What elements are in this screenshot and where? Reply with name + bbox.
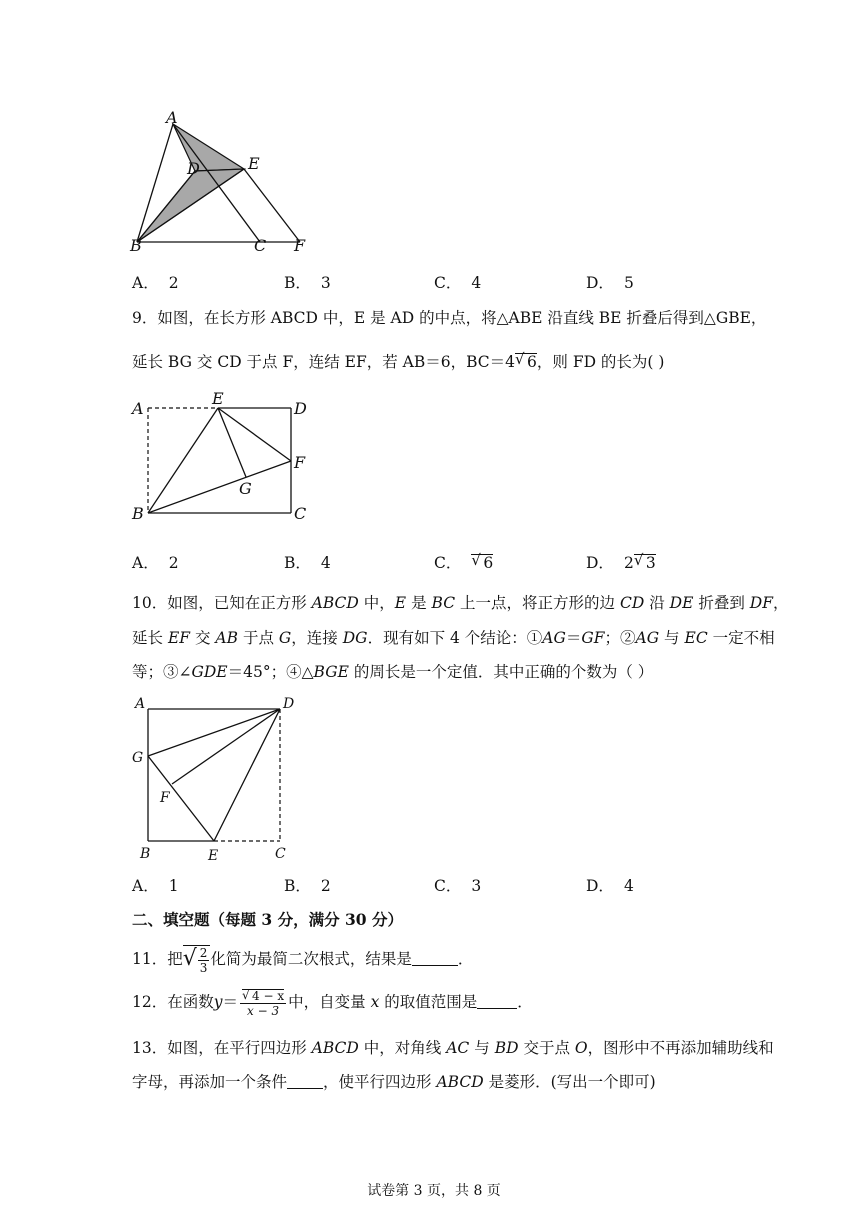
q10-option-c[interactable]: C． 3	[434, 877, 482, 895]
q8-label-d: D	[187, 159, 200, 178]
q10-edge-ge	[148, 756, 214, 841]
q10-label-e: E	[208, 848, 219, 864]
q13-answer-blank[interactable]	[287, 1088, 323, 1089]
q9-label-f: F	[294, 453, 306, 472]
q11-sqrt-fraction: √ $\frac{2}{3}$	[183, 945, 211, 975]
q8-label-b: B	[130, 236, 142, 255]
q8-label-e: E	[248, 154, 260, 173]
q9-sqrt-expression: √ 6	[515, 350, 537, 371]
q8-option-a[interactable]: A． 2	[132, 274, 179, 292]
q12-fraction: √ 4 − x x − 3	[242, 987, 285, 1018]
q8-option-d[interactable]: D． 5	[586, 274, 634, 292]
q10-label-d: D	[283, 696, 295, 712]
q9-option-b[interactable]: B． 4	[284, 554, 331, 572]
q9-label-b: B	[132, 504, 144, 523]
q9-question-line2: 延长 BG 交 CD 于点 F，连结 EF，若 AB＝6，BC＝4 √ 6，则 FD 的长为( )	[132, 350, 665, 371]
q8-label-a: A	[166, 108, 178, 127]
q8-label-f: F	[294, 236, 306, 255]
q9-label-c: C	[294, 504, 307, 523]
q9-option-a[interactable]: A． 2	[132, 554, 179, 572]
q9-option-d[interactable]: D． 2 √ 3	[586, 551, 656, 572]
q8-option-c[interactable]: C． 4	[434, 274, 482, 292]
q8-figure	[120, 108, 330, 258]
q9-options	[132, 551, 772, 573]
q10-option-d[interactable]: D． 4	[586, 877, 634, 895]
q10-figure	[128, 692, 308, 867]
q10-edge-df	[172, 709, 280, 784]
page-footer: 试卷第 3 页，共 8 页	[367, 1183, 501, 1199]
q9-label-g: G	[239, 479, 252, 498]
q9-edge-bf	[148, 461, 291, 513]
q13-question-line2: 字母，再添加一个条件 ，使平行四边形 ABCD 是菱形．(写出一个即可)	[132, 1073, 656, 1091]
q11-answer-blank[interactable]	[412, 965, 458, 966]
q10-question-line2: 延长 EF 交 AB 于点 G，连接 DG．现有如下 4 个结论：①AG＝GF；②AG 与 EC 一定不相	[132, 629, 775, 647]
q10-question-line3: 等；③∠GDE＝45°；④△BGE 的周长是一个定值．其中正确的个数为（ ）	[132, 663, 654, 681]
section-title-fill-blank: 二、填空题（每题 3 分，满分 30 分）	[132, 910, 403, 929]
q12-answer-blank[interactable]	[477, 1008, 517, 1009]
q13-question-line1: 13．如图，在平行四边形 ABCD 中，对角线 AC 与 BD 交于点 O，图形中不再添加辅助线和	[132, 1039, 774, 1057]
q8-option-b[interactable]: B． 3	[284, 274, 331, 292]
q10-options	[132, 874, 772, 896]
q10-label-f: F	[160, 790, 170, 806]
q10-question-line1: 10．如图，已知在正方形 ABCD 中，E 是 BC 上一点，将正方形的边 CD 沿 DE 折叠到 DF，	[132, 594, 789, 612]
q10-option-a[interactable]: A． 1	[132, 877, 179, 895]
q9-option-c[interactable]: C． √ 6	[434, 551, 494, 572]
q12-question: 12．在函数y＝ √ 4 − x x − 3 中，自变量 x 的取值范围是 ．	[132, 987, 533, 1018]
q9-label-e: E	[212, 389, 224, 408]
q8-options	[132, 271, 772, 293]
q8-label-c: C	[254, 236, 267, 255]
q10-label-g: G	[132, 750, 144, 766]
q9-figure	[128, 388, 328, 528]
q11-question: 11．把 √ $\frac{2}{3}$ 化简为最简二次根式，结果是 ．	[132, 946, 474, 975]
q9-edge-be	[148, 408, 218, 513]
q10-label-a: A	[135, 696, 146, 712]
q10-option-b[interactable]: B． 2	[284, 877, 331, 895]
q10-label-b: B	[140, 846, 151, 862]
q9-question-line1: 9．如图，在长方形 ABCD 中，E 是 AD 的中点，将△ABE 沿直线 BE 折叠后得到△GBE，	[132, 309, 767, 327]
q10-label-c: C	[275, 846, 286, 862]
q8-shaded-region-upper	[173, 124, 244, 171]
q9-label-d: D	[294, 399, 307, 418]
q9-label-a: A	[132, 399, 144, 418]
